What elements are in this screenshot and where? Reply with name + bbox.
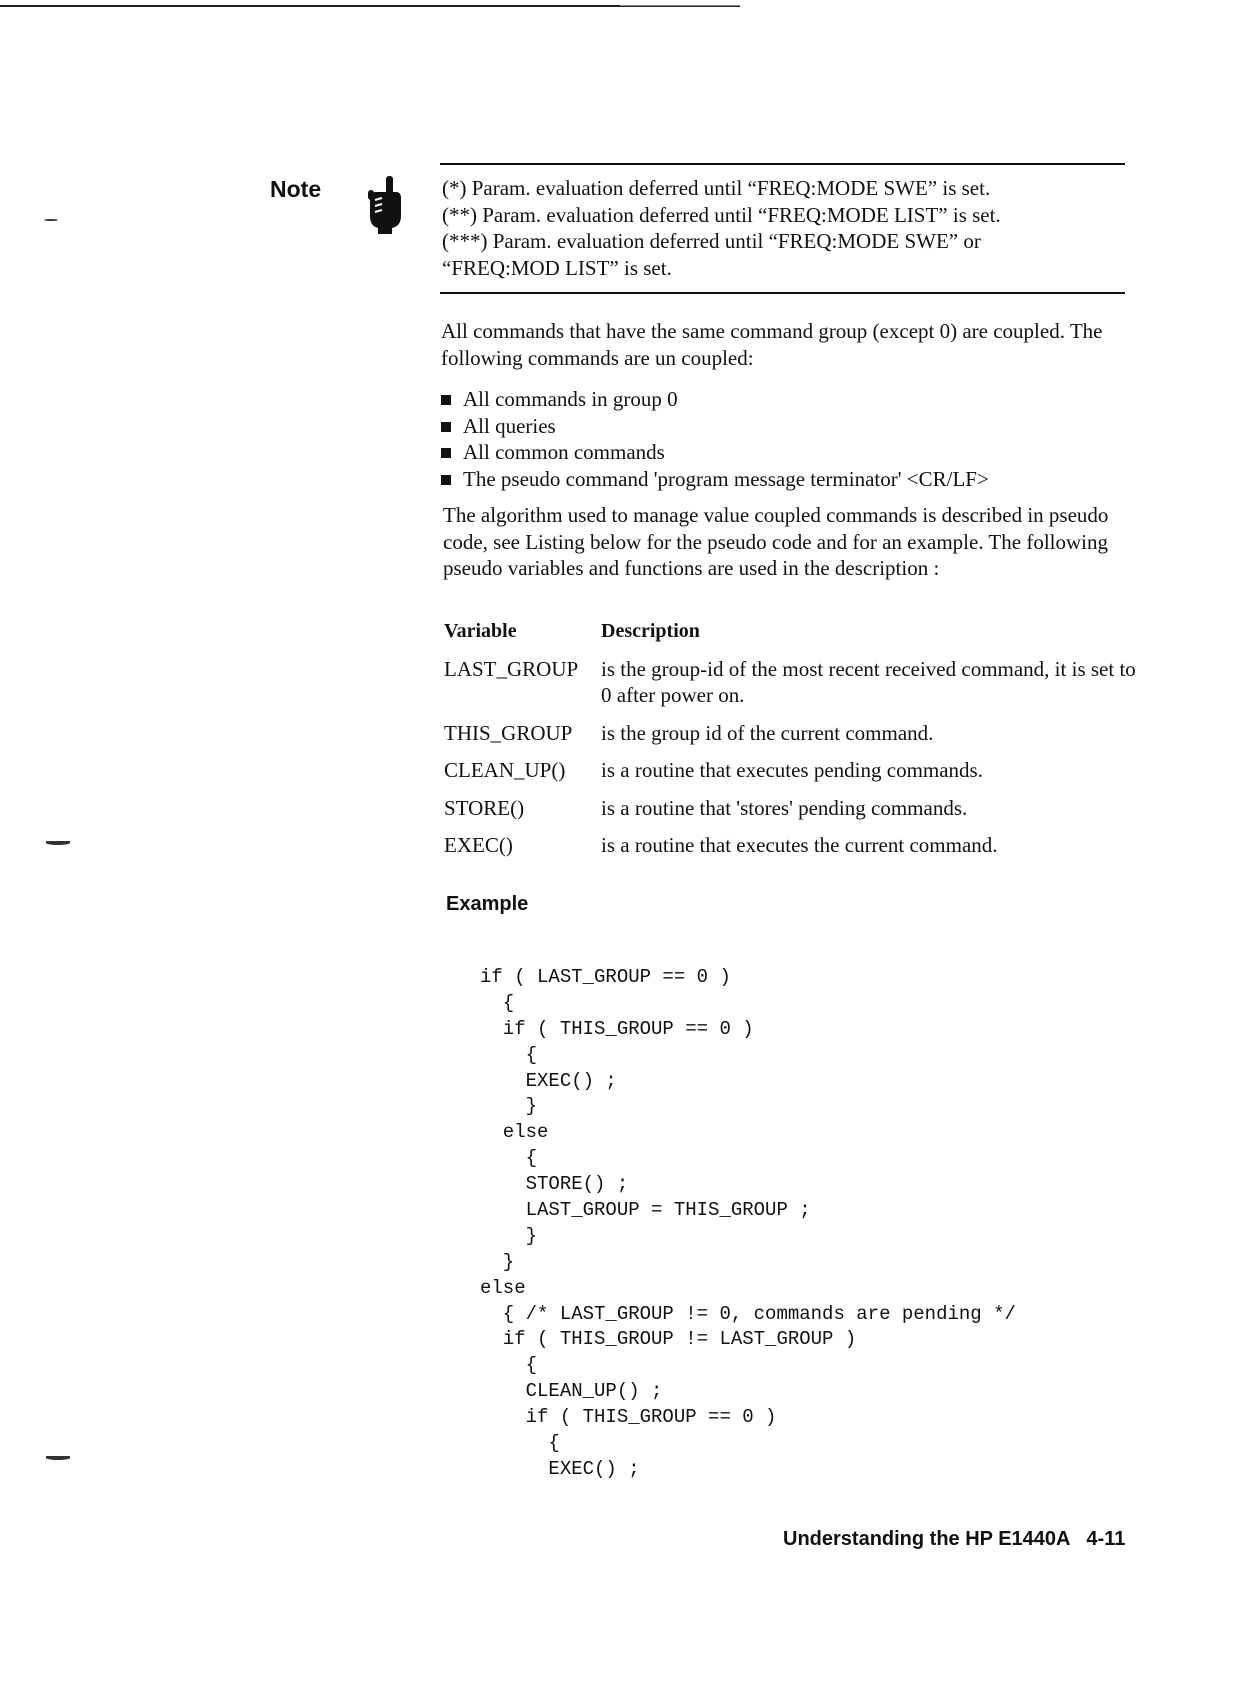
note-line: “FREQ:MOD LIST” is set. xyxy=(442,255,672,280)
variable-name: CLEAN_UP() xyxy=(444,758,566,782)
list-item xyxy=(441,386,989,413)
code-line: { /* LAST_GROUP != 0, commands are pending */ xyxy=(480,1302,1016,1325)
bullet-text: The pseudo command 'program message terminator' <CR/LF> xyxy=(463,466,989,491)
variable-description: is a routine that 'stores' pending commands. xyxy=(601,795,968,820)
bullet-list xyxy=(441,386,989,492)
scan-mark xyxy=(46,1456,70,1460)
variable-description: is the group id of the current command. xyxy=(601,720,934,745)
table-row xyxy=(444,757,1144,784)
code-line: { xyxy=(480,1354,538,1377)
code-line: } xyxy=(480,1224,538,1247)
code-line: } xyxy=(480,1250,515,1273)
note-box xyxy=(440,163,1125,294)
header-variable: Variable xyxy=(444,620,517,642)
bullet-square-icon xyxy=(441,448,451,458)
page-number: 4-11 xyxy=(1086,1528,1126,1550)
bullet-square-icon xyxy=(441,475,451,485)
note-label: Note xyxy=(270,176,322,202)
variable-name: STORE() xyxy=(444,795,525,820)
pointing-hand-icon xyxy=(366,176,402,234)
table-row xyxy=(444,795,1144,822)
list-item xyxy=(441,439,989,466)
code-line: LAST_GROUP = THIS_GROUP ; xyxy=(480,1199,811,1222)
variable-description: is the group-id of the most recent received command, it is set to 0 after power on. xyxy=(601,656,1136,707)
table-row xyxy=(444,832,1144,859)
scan-mark xyxy=(44,219,58,221)
header-description: Description xyxy=(601,620,700,642)
code-line: if ( THIS_GROUP == 0 ) xyxy=(480,1017,754,1040)
bullet-text: All common commands xyxy=(463,440,665,464)
bullet-square-icon xyxy=(441,395,451,405)
code-listing xyxy=(480,965,1016,1483)
code-line: EXEC() ; xyxy=(480,1069,617,1092)
code-line: EXEC() ; xyxy=(480,1457,640,1480)
bullet-text: All commands in group 0 xyxy=(463,387,678,411)
note-line: (*) Param. evaluation deferred until “FREQ:MODE SWE” is set. xyxy=(442,176,991,200)
code-line: { xyxy=(480,1043,538,1066)
code-line: if ( THIS_GROUP != LAST_GROUP ) xyxy=(480,1328,857,1351)
variable-description: is a routine that executes the current command. xyxy=(601,833,998,857)
algorithm-paragraph: The algorithm used to manage value coupled commands is described in pseudo code, see Listing below for the pseudo code and for an example. The following pseudo variables and functions are used in the description : xyxy=(443,503,1109,580)
code-line: if ( THIS_GROUP == 0 ) xyxy=(480,1406,777,1429)
variable-name: EXEC() xyxy=(444,833,513,857)
code-line: else xyxy=(480,1276,526,1299)
code-line: else xyxy=(480,1121,549,1144)
example-heading: Example xyxy=(446,893,529,915)
code-line: CLEAN_UP() ; xyxy=(480,1380,663,1403)
code-line: { xyxy=(480,1432,560,1455)
note-line: (**) Param. evaluation deferred until “FREQ:MODE LIST” is set. xyxy=(442,202,1001,227)
code-line: if ( LAST_GROUP == 0 ) xyxy=(480,966,731,988)
variable-name: LAST_GROUP xyxy=(444,656,579,681)
variable-name: THIS_GROUP xyxy=(444,720,573,745)
code-line: { xyxy=(480,991,515,1014)
bullet-square-icon xyxy=(441,422,451,432)
code-line: STORE() ; xyxy=(480,1173,629,1196)
table-row xyxy=(444,656,1144,709)
page-footer xyxy=(783,1528,1125,1551)
variable-description: is a routine that executes pending commands. xyxy=(601,758,983,782)
intro-paragraph: All commands that have the same command group (except 0) are coupled. The following commands are un coupled: xyxy=(441,319,1103,370)
table-row xyxy=(444,720,1144,747)
variables-table xyxy=(444,618,1144,870)
table-header xyxy=(444,618,1144,645)
note-line: (***) Param. evaluation deferred until “FREQ:MODE SWE” or xyxy=(442,229,981,253)
scan-mark xyxy=(46,841,70,845)
bullet-text: All queries xyxy=(463,413,556,438)
list-item xyxy=(441,413,989,440)
top-rule-fade xyxy=(620,5,740,6)
list-item xyxy=(441,466,989,493)
code-line: } xyxy=(480,1095,538,1118)
code-line: { xyxy=(480,1147,538,1170)
footer-title: Understanding the HP E1440A xyxy=(783,1528,1070,1550)
